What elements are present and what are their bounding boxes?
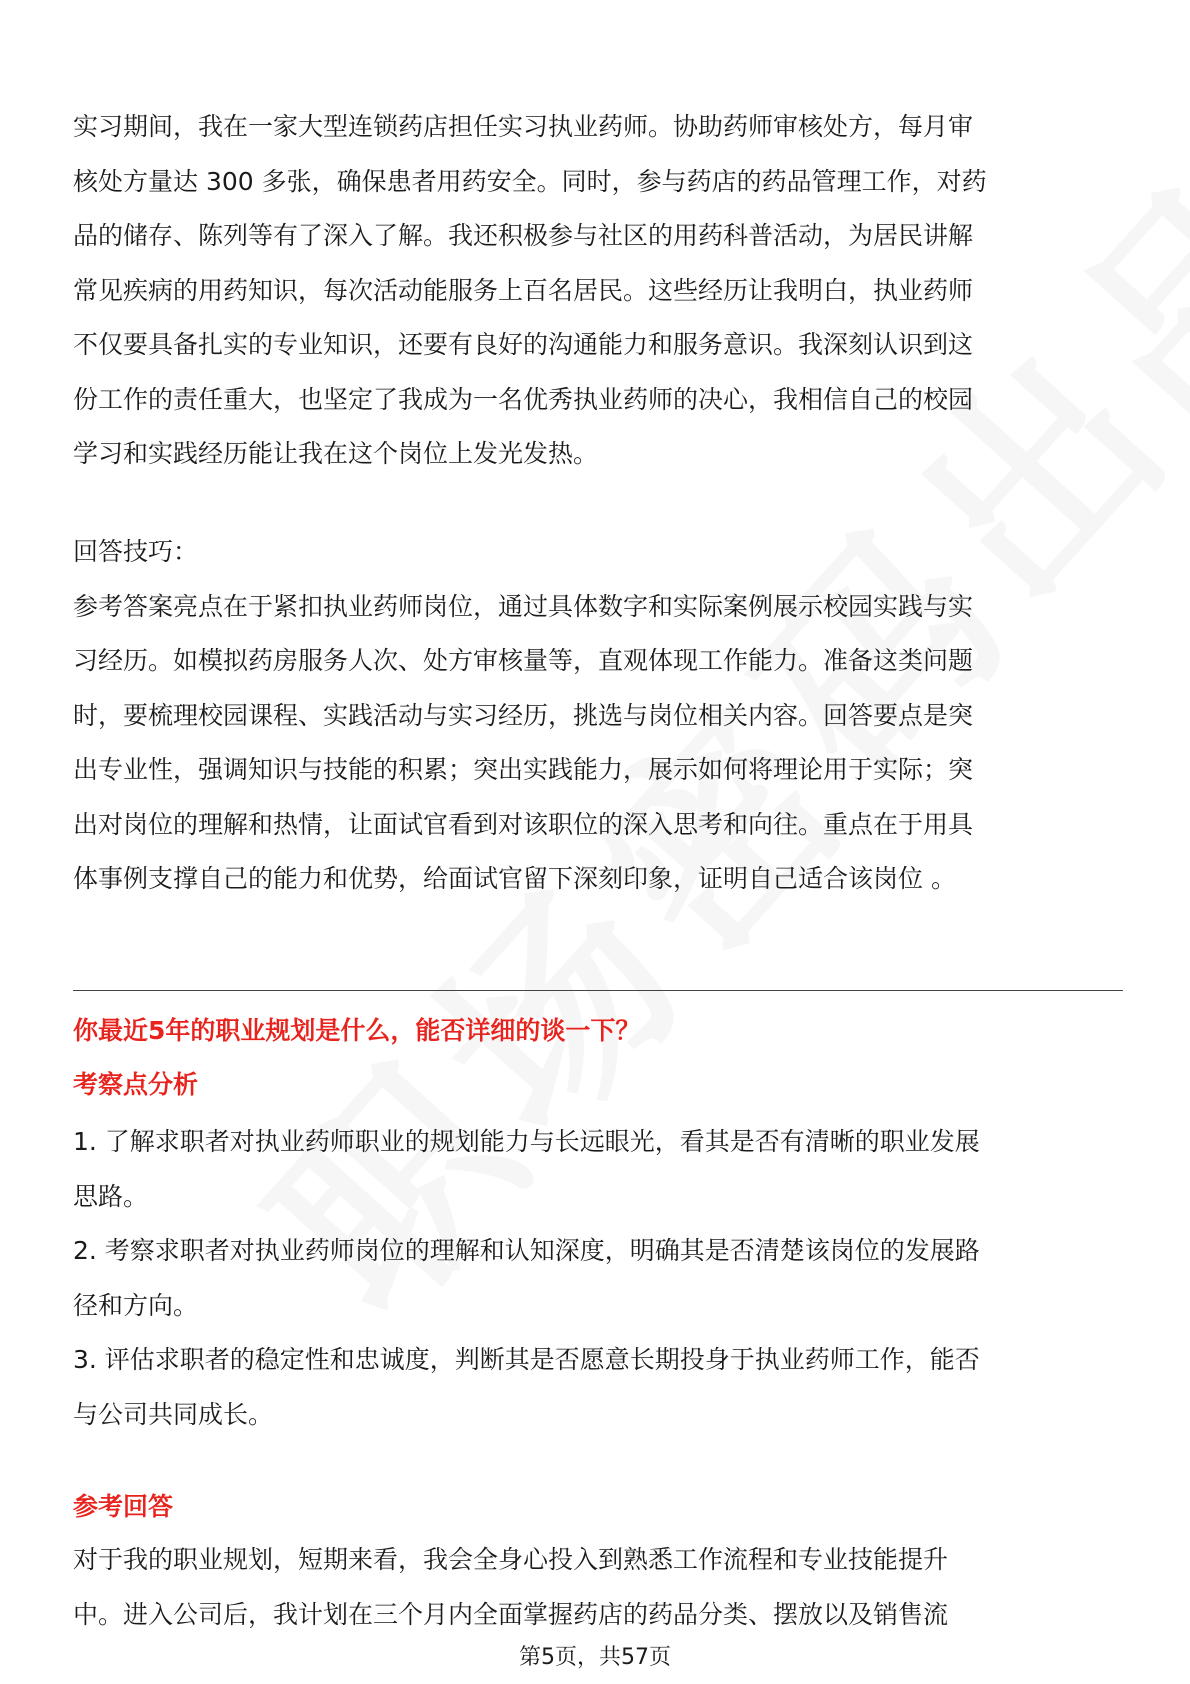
paragraph-intern-experience — [73, 100, 1123, 482]
text-line: 1. 了解求职者对执业药师职业的规划能力与长远眼光，看其是否有清晰的职业发展 — [73, 1127, 980, 1156]
text-line: 品的储存、陈列等有了深入了解。我还积极参与社区的用药科普活动，为居民讲解 — [73, 221, 974, 250]
text-line: 体事例支撑自己的能力和优势，给面试官留下深刻印象，证明自己适合该岗位 。 — [73, 864, 956, 893]
text-line: 份工作的责任重大，也坚定了我成为一名优秀执业药师的决心，我相信自己的校园 — [73, 384, 974, 414]
answer-text — [73, 1533, 1123, 1642]
section-divider — [73, 990, 1123, 991]
text-line: 学习和实践经历能让我在这个岗位上发光发热。 — [73, 439, 599, 468]
text-line: 出专业性，强调知识与技能的积累；突出实践能力，展示如何将理论用于实际；突 — [73, 755, 974, 784]
text-line: 径和方向。 — [73, 1290, 199, 1320]
text-line: 不仅要具备扎实的专业知识，还要有良好的沟通能力和服务意识。我深刻认识到这 — [73, 330, 974, 359]
answer-tips-section — [73, 525, 1123, 907]
text-line: 出对岗位的理解和热情，让面试官看到对该职位的深入思考和向往。重点在于用具 — [73, 809, 974, 839]
analysis-heading: 考察点分析 — [73, 1070, 199, 1099]
text-line: 核处方量达 300 多张，确保患者用药安全。同时，参与药店的药品管理工作，对药 — [73, 166, 987, 196]
text-line: 常见疾病的用药知识，每次活动能服务上百名居民。这些经历让我明白，执业药师 — [73, 275, 974, 305]
page-number: 第5页，共57页 — [519, 1645, 671, 1670]
question-title: 你最近5年的职业规划是什么，能否详细的谈一下？ — [73, 1016, 641, 1045]
text-line: 思路。 — [73, 1181, 149, 1211]
text-line: 对于我的职业规划，短期来看，我会全身心投入到熟悉工作流程和专业技能提升 — [73, 1545, 949, 1574]
text-line: 3. 评估求职者的稳定性和忠诚度，判断其是否愿意长期投身于执业药师工作，能否 — [73, 1345, 980, 1374]
text-line: 中。进入公司后，我计划在三个月内全面掌握药店的药品分类、摆放以及销售流 — [73, 1599, 949, 1629]
analysis-list — [73, 1115, 1123, 1442]
text-line: 时，要梳理校园课程、实践活动与实习经历，挑选与岗位相关内容。回答要点是突 — [73, 700, 974, 730]
text-line: 与公司共同成长。 — [73, 1399, 274, 1429]
answer-heading: 参考回答 — [73, 1492, 174, 1521]
tips-label: 回答技巧： — [73, 537, 199, 566]
text-line: 2. 考察求职者对执业药师岗位的理解和认知深度，明确其是否清楚该岗位的发展路 — [73, 1236, 980, 1265]
text-line: 实习期间，我在一家大型连锁药店担任实习执业药师。协助药师审核处方，每月审 — [73, 112, 974, 141]
text-line: 参考答案亮点在于紧扣执业药师岗位，通过具体数字和实际案例展示校园实践与实 — [73, 591, 974, 621]
text-line: 习经历。如模拟药房服务人次、处方审核量等，直观体现工作能力。准备这类问题 — [73, 646, 974, 675]
